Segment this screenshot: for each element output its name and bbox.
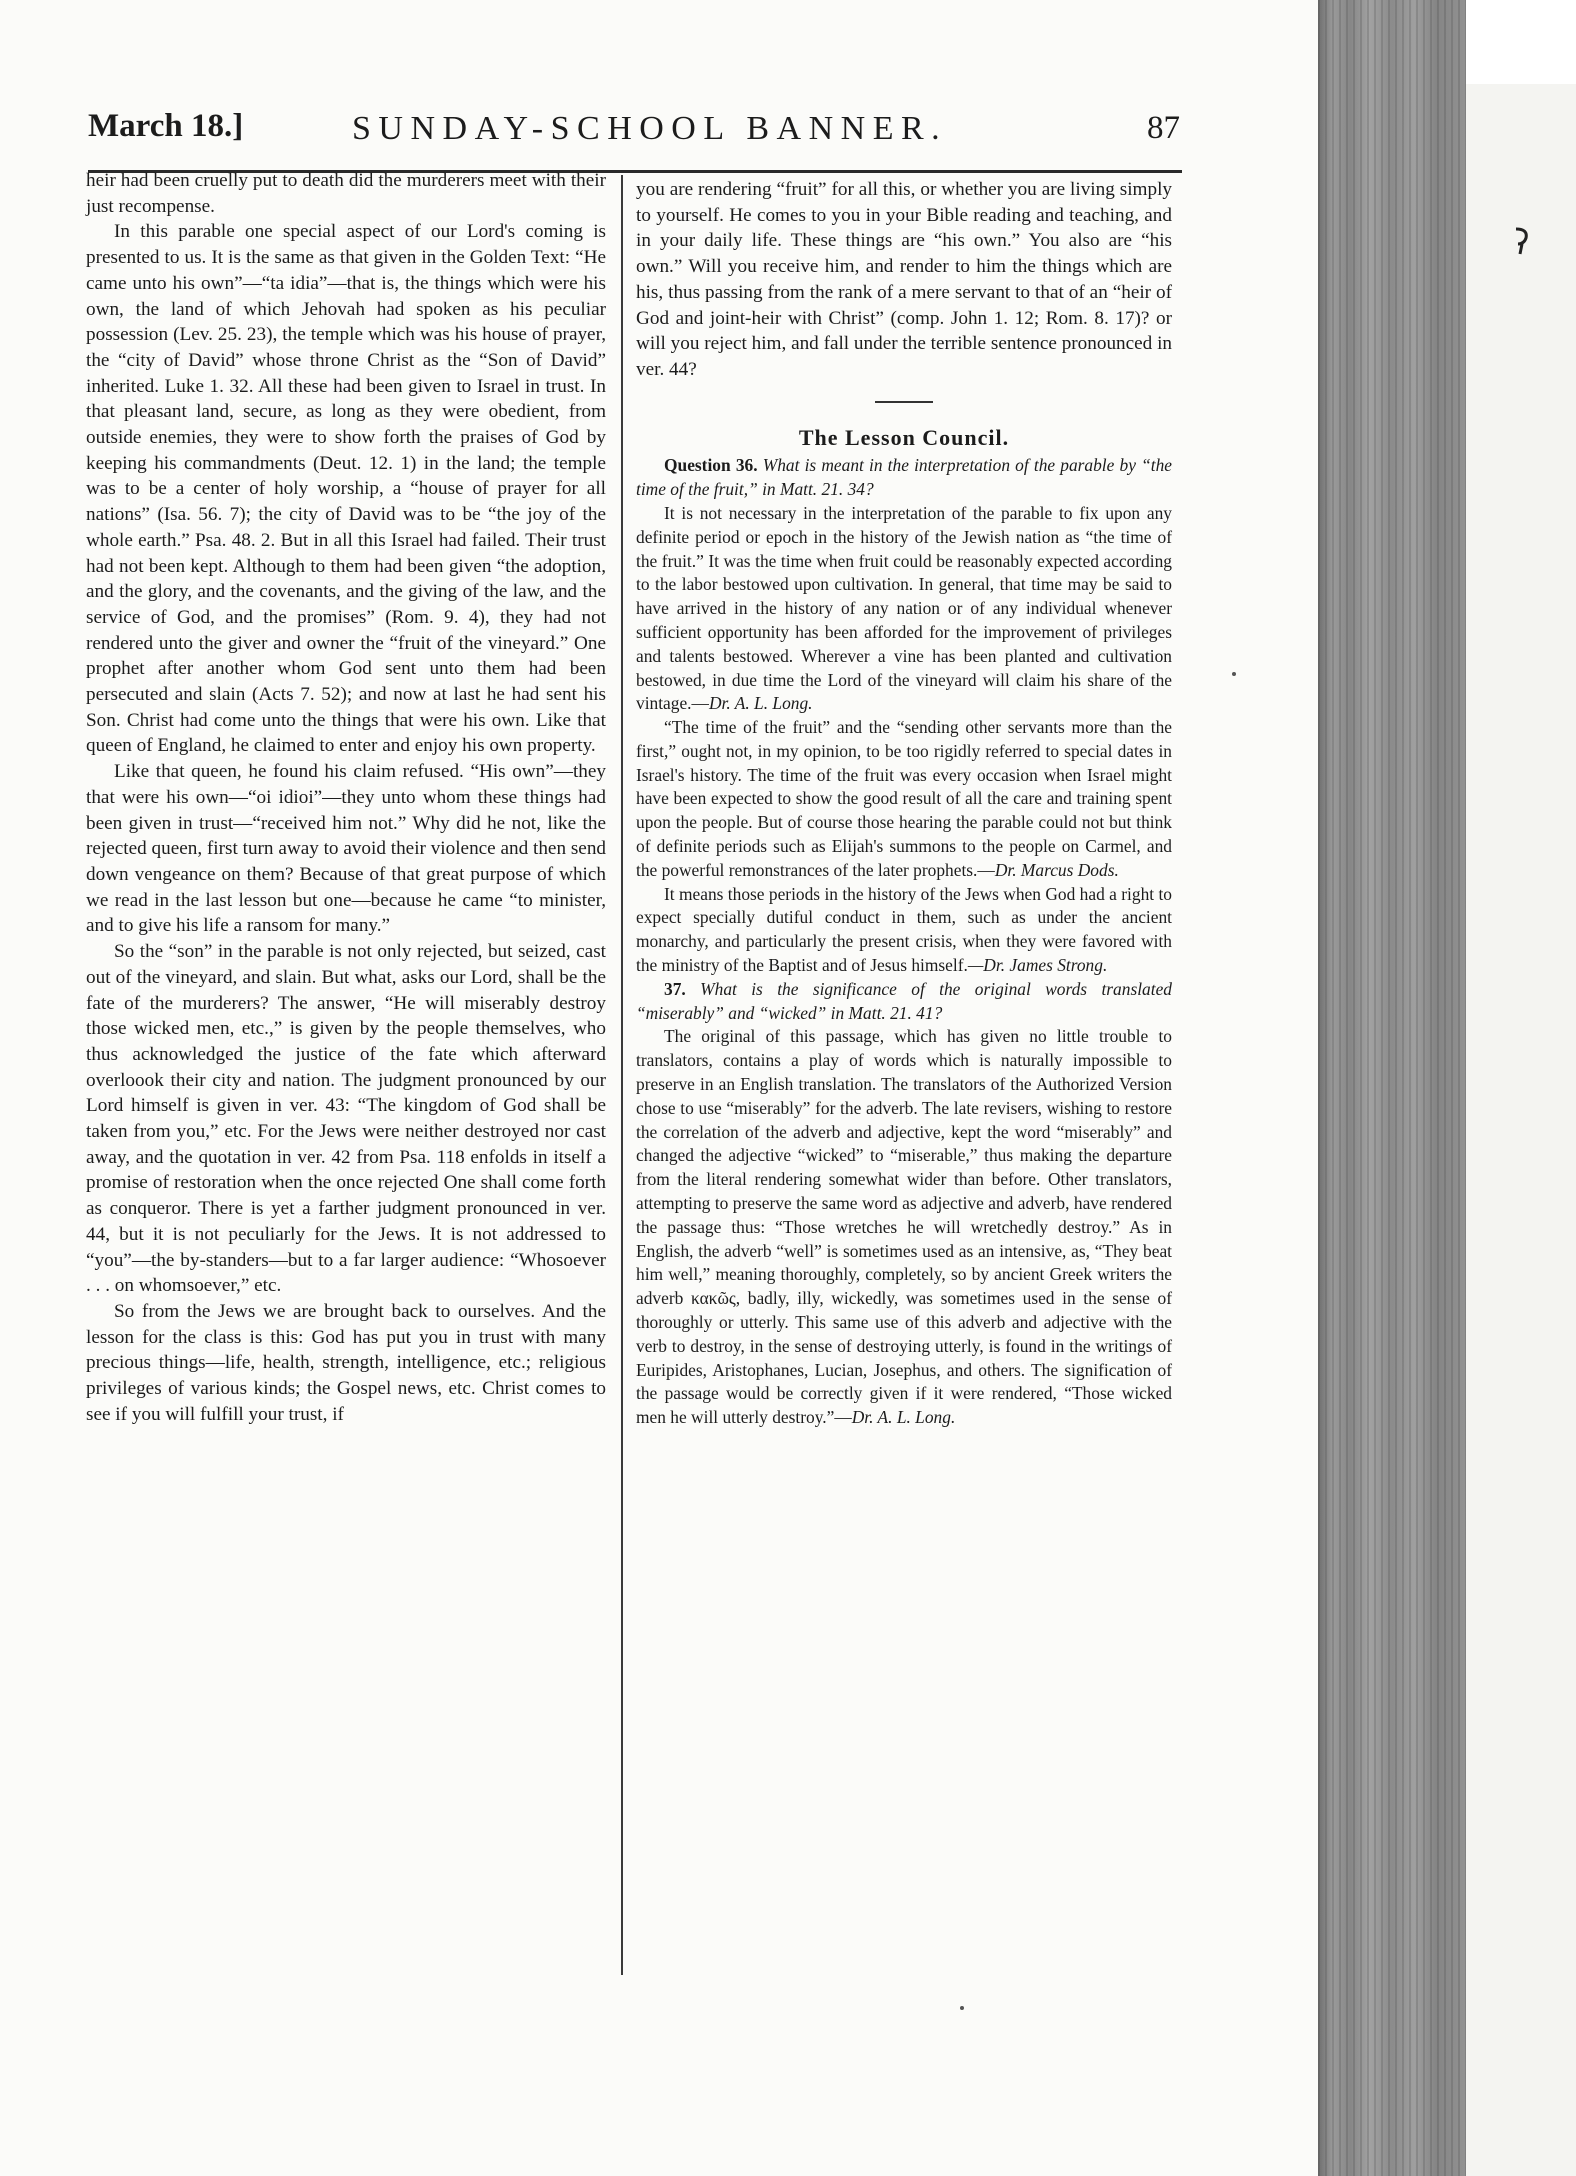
left-column (86, 168, 606, 1427)
column-divider (621, 175, 623, 1975)
page-edge-texture (1318, 0, 1466, 2176)
paragraph: you are rendering “fruit” for all this, or whether you are living simply to yourself. He comes to you in your Bible reading and teaching, and in your daily life. These things are “his own.” You also are “his own.” Will you receive him, and render to him the things which are his, thus passing from the rank of a mere servant to that of an “heir of God and joint-heir with Christ” (comp. John 1. 12; Rom. 8. 17)? or will you reject him, and fall under the terrible sentence pronounced in ver. 44? (636, 179, 1172, 380)
paragraph: So from the Jews we are brought back to ourselves. And the lesson for the class is this: God has put you in trust with many precious things—life, health, strength, intelligence, etc.; religious privileges of various kinds; the Gospel news, etc. Christ comes to see if you will fulfill your trust, if (86, 1300, 606, 1425)
answer-text: “The time of the fruit” and the “sending other servants more than the first,” ought not, in my opinion, to be too rigidly referred to special dates in Israel's history. The time of the fruit was every occasion when Israel might have been expected to show the good result of all the care and training spent upon the people. But of course those hearing the parable could not but think of definite periods such as Elijah's summons to the people on Carmel, and the powerful remonstrances of the later prophets.— (636, 717, 1172, 880)
answer-paragraph (636, 1025, 1172, 1430)
question-label: 37. (664, 978, 686, 999)
paragraph: heir had been cruelly put to death did the murderers meet with their just recompense. (86, 170, 606, 217)
question-label: Question 36. (664, 455, 758, 476)
answer-text: It is not necessary in the interpretation of the parable to fix upon any definite period or epoch in the history of the Jewish nation as “the time of the fruit.” It was the time when fruit could be reasonably expected according to the labor bestowed upon cultivation. In general, that time may be said to have arrived in the history of any nation or of any individual whenever sufficient opportunity has been afforded for the improvement of privileges and talents bestowed. Wherever a vine has been planted and cultivation bestowed, in due time the Lord of the vineyard will claim his share of the vintage.— (636, 502, 1172, 714)
paragraph: So the “son” in the parable is not only rejected, but seized, cast out of the vineyard, and slain. But what, asks our Lord, shall be the fate of the murderers? The answer, “He will miserably destroy those wicked men, etc.,” is given by the people themselves, who thus acknowledged the justice of the fate which afterward overloook their city and nation. The judgment pronounced by our Lord himself is given in ver. 43: “The kingdom of God shall be taken from you,” etc. For the Jews were neither destroyed nor cast away, and the quotation in ver. 42 from Psa. 118 enfolds in itself a promise of restoration when the once rejected One shall come forth as conqueror. There is yet a farther judgment pronounced in ver. 44, but it is not peculiarly for the Jews. It is not addressed to “you”—the by-standers—but to a far larger audience: “Whosoever . . . on whomsoever,” etc. (86, 941, 606, 1297)
speck (960, 2006, 964, 2010)
right-column (636, 177, 1172, 1430)
lesson-council (636, 454, 1172, 1430)
answer-text: It means those periods in the history of the Jews when God had a right to expect specially dutiful conduct in them, such as under the ancient monarchy, and particularly the present crisis, when they were favored with the ministry of the Baptist and of Jesus himself. (636, 883, 1172, 976)
answer-author: —Dr. James Strong. (967, 955, 1108, 976)
question-37 (636, 978, 1172, 1026)
section-divider (875, 401, 933, 403)
page-number: 87 (1147, 110, 1180, 146)
paragraph: Like that queen, he found his claim refused. “His own”—they that were his own—“oi idioi”—they unto whom these things had been given in trust—“received him not.” Why did he not, like the rejected queen, first turn away to avoid their violence and then send down vengeance on them? Because of that great purpose of which we read in the last lesson but one—because he came “to minister, and to give his life a ransom for many.” (86, 761, 607, 937)
answer-author: Dr. A. L. Long. (851, 1407, 956, 1428)
paragraph: In this parable one special aspect of our Lord's coming is presented to us. It is the same as that given in the Golden Text: “He came unto his own”—“ta idia”—that is, the things which were his own, the land of which Jehovah had spoken as his peculiar possession (Lev. 25. 23), the temple which was his house of prayer, the “city of David” whose throne Christ as the “Son of David” inherited. Luke 1. 32. All these had been given to Israel in trust. In that pleasant land, secure, as long as they were obedient, from outside enemies, they were to show forth the praises of God by keeping his commandments (Deut. 12. 1) in the land; the temple was to be a center of holy worship, a “house of prayer for all nations” (Isa. 56. 7); the city of David was to be “the joy of the whole earth.” Psa. 48. 2. But in all this Israel had failed. Their trust had not been kept. Although to them had been given “the adoption, and the glory, and the covenants, and the giving of the law, and the service of God, and the promises” (Rom. 9. 4), they had not rendered unto the giver and owner the “fruit of the vineyard.” One prophet after another whom God sent unto them had been persecuted and slain (Acts 7. 52); and now at last he had sent his Son. Christ had come unto the things that were his own. Like that queen of England, he claimed to enter and enjoy his own property. (86, 221, 606, 757)
answer-author: Dr. Marcus Dods. (994, 859, 1119, 880)
question-text: What is meant in the interpretation of the parable by “the time of the fruit,” in Matt. 21. 34? (636, 455, 1172, 500)
question-text: What is the significance of the original words translated “miserably” and “wicked” in Matt. 21. 41? (636, 978, 1172, 1023)
speck (1232, 672, 1236, 676)
section-title: The Lesson Council. (798, 424, 1010, 450)
answer-paragraph (636, 502, 1172, 716)
answer-text: The original of this passage, which has given no little trouble to translators, contains a play of words which is naturally impossible to preserve in an English translation. The translators of the Authorized Version chose to use “miserably” for the adverb. The late revisers, wishing to restore the correlation of the adverb and adjective, kept the word “miserably” and changed the adjective “wicked” to “miserable,” thus making the departure from the literal rendering somewhat wider than before. Other translators, attempting to preserve the same word as adjective and adverb, have rendered the passage thus: “Those wretches he will wretchedly destroy.” As in English, the adverb “well” is sometimes used as an intensive, as, “They beat him well,” meaning thoroughly, completely, so by ancient Greek writers the adverb κακῶς, badly, illy, wickedly, was sometimes used in the sense of thoroughly or utterly. This same use of this adverb and adjective with the verb to destroy, in the sense of destroying utterly, is found in the writings of Euripides, Aristophanes, Lucian, Josephus, and others. The signification of the passage would be correctly given if it were rendered, “Those wicked men he will utterly destroy.”— (636, 1026, 1172, 1428)
question-36 (636, 454, 1172, 502)
page-header (88, 108, 1180, 166)
answer-paragraph (636, 716, 1172, 883)
answer-paragraph (636, 883, 1172, 978)
answer-author: Dr. A. L. Long. (708, 693, 813, 714)
header-title: SUNDAY-SCHOOL BANNER. (352, 110, 948, 147)
header-date: March 18.] (88, 108, 244, 144)
edge-mark-icon (1512, 226, 1532, 256)
